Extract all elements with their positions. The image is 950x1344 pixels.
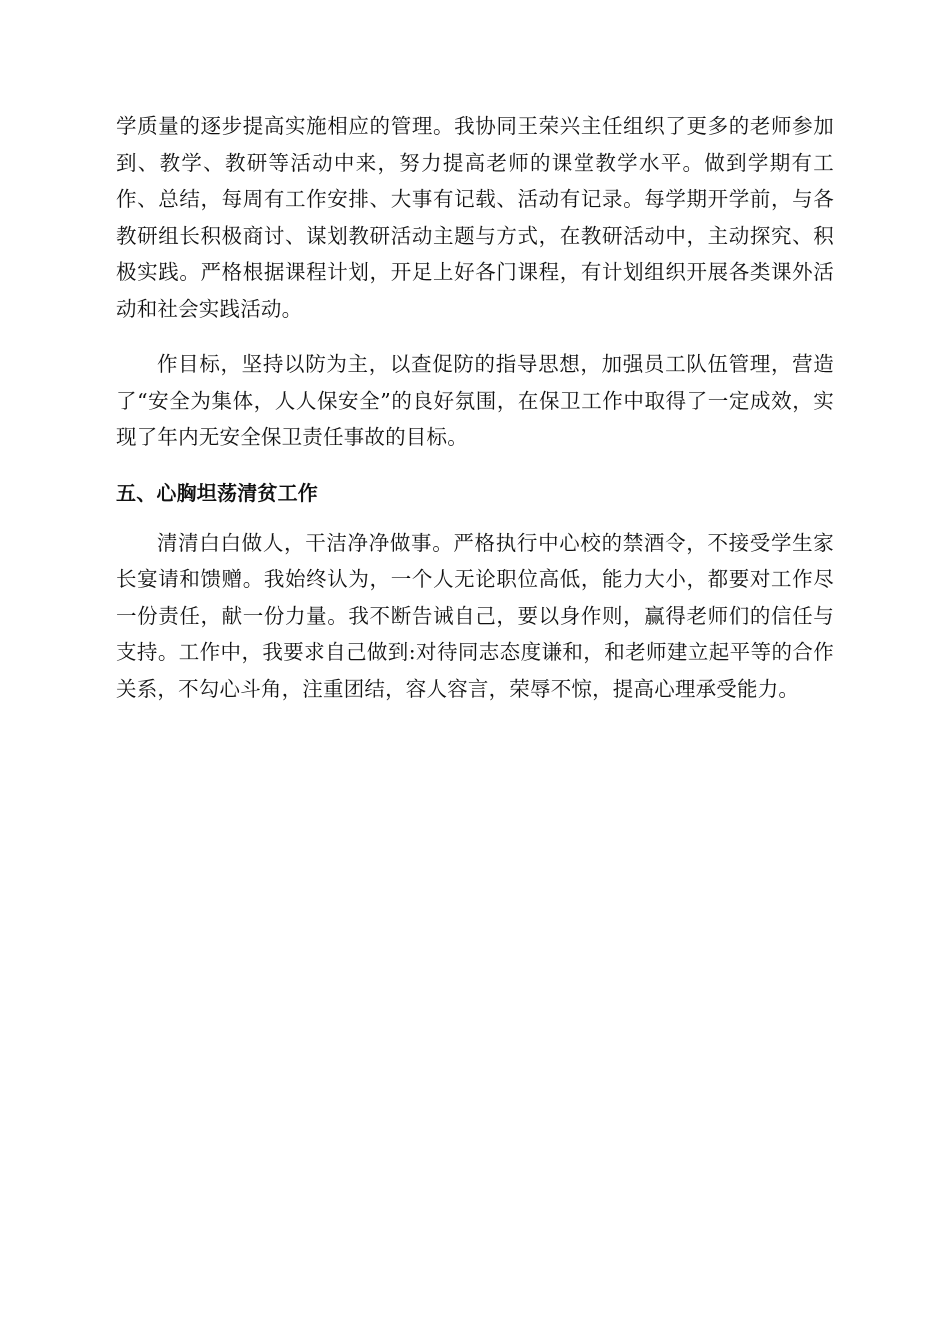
document-body [116,108,834,707]
paragraph-teaching-management: 学质量的逐步提高实施相应的管理。我协同王荣兴主任组织了更多的老师参加到、教学、教研等活动中来，努力提高老师的课堂教学水平。做到学期有工作、总结，每周有工作安排、大事有记载、活动有记录。每学期开学前，与各教研组长积极商讨、谋划教研活动主题与方式，在教研活动中，主动探究、积极实践。严格根据课程计划，开足上好各门课程，有计划组织开展各类课外活动和社会实践活动。 [116,114,834,321]
paragraph-integrity: 清清白白做人，干洁净净做事。严格执行中心校的禁酒令，不接受学生家长宴请和馈赠。我始终认为，一个人无论职位高低，能力大小，都要对工作尽一份责任，献一份力量。我不断告诫自己，要以身作则，赢得老师们的信任与支持。工作中，我要求自己做到:对待同志态度谦和，和老师建立起平等的合作关系，不勾心斗角，注重团结，容人容言，荣辱不惊，提高心理承受能力。 [116,530,834,701]
paragraph-security-work: 作目标，坚持以防为主，以查促防的指导思想，加强员工队伍管理，营造了“安全为集体，人人保安全”的良好氛围，在保卫工作中取得了一定成效，实现了年内无安全保卫责任事故的目标。 [116,352,834,449]
section-heading-clean-work: 五、心胸坦荡清贫工作 [116,480,318,505]
